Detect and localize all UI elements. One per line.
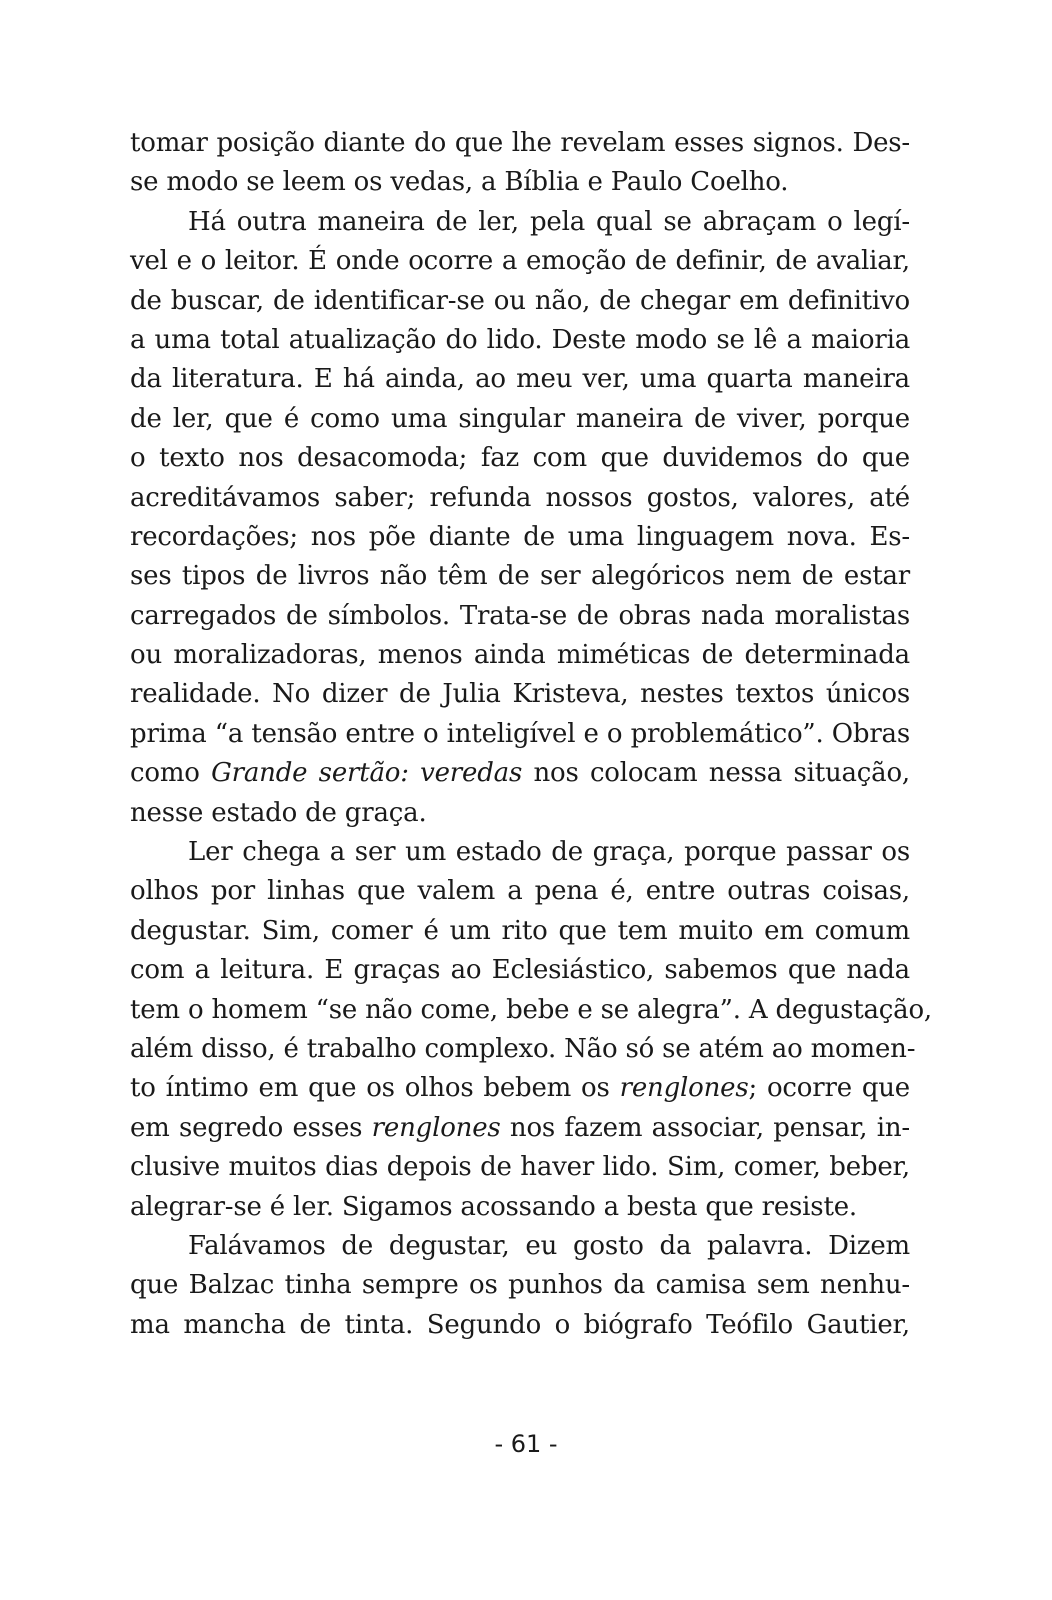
- text-line: [130, 833, 910, 872]
- text-segment: de ler, que é como uma singular maneira de viver, porque: [130, 403, 910, 434]
- text-line: [130, 479, 910, 518]
- text-segment: nos colocam nessa situação,: [522, 758, 910, 789]
- text-segment: se modo se leem os vedas, a Bíblia e Paulo Coelho.: [130, 167, 789, 198]
- text-segment: realidade. No dizer de Julia Kristeva, nestes textos únicos: [130, 679, 910, 710]
- text-line: [130, 203, 910, 242]
- text-line: [130, 1227, 910, 1266]
- text-segment: recordações; nos põe diante de uma linguagem nova. Es-: [130, 521, 910, 552]
- text-line: [130, 794, 910, 833]
- text-line: [130, 439, 910, 478]
- text-segment: ma mancha de tinta. Segundo o biógrafo Teófilo Gautier,: [130, 1309, 910, 1340]
- italic-text: renglones: [371, 1112, 501, 1143]
- text-line: [130, 1109, 910, 1148]
- text-segment: clusive muitos dias depois de haver lido. Sim, comer, beber,: [130, 1152, 910, 1183]
- text-segment: a uma total atualização do lido. Deste modo se lê a maioria: [130, 324, 910, 355]
- text-line: [130, 1030, 916, 1069]
- text-segment: Há outra maneira de ler, pela qual se abraçam o legí-: [188, 206, 910, 237]
- text-line: [130, 754, 910, 793]
- text-segment: carregados de símbolos. Trata-se de obras nada moralistas: [130, 600, 910, 631]
- text-line: [130, 518, 910, 557]
- text-segment: que Balzac tinha sempre os punhos da camisa sem nenhu-: [130, 1270, 910, 1301]
- body-text: [130, 124, 932, 1345]
- text-segment: ; ocorre que: [748, 1073, 910, 1104]
- text-line: [130, 163, 910, 202]
- text-line: [130, 636, 910, 675]
- italic-text: Grande sertão: veredas: [211, 758, 523, 789]
- text-segment: nos fazem associar, pensar, in-: [500, 1112, 910, 1143]
- italic-text: renglones: [619, 1073, 749, 1104]
- text-segment: degustar. Sim, comer é um rito que tem muito em comum: [130, 915, 910, 946]
- text-line: [130, 715, 910, 754]
- text-line: [130, 1069, 910, 1108]
- text-line: [130, 1306, 910, 1345]
- text-segment: ou moralizadoras, menos ainda miméticas de determinada: [130, 640, 910, 671]
- text-line: [130, 557, 910, 596]
- text-segment: Ler chega a ser um estado de graça, porque passar os: [188, 837, 910, 868]
- text-segment: de buscar, de identificar-se ou não, de chegar em definitivo: [130, 285, 910, 316]
- text-segment: tomar posição diante do que lhe revelam esses signos. Des-: [130, 128, 910, 158]
- text-line: [130, 282, 910, 321]
- text-line: [130, 1266, 910, 1305]
- text-segment: além disso, é trabalho complexo. Não só se atém ao momen-: [130, 1033, 916, 1064]
- text-line: [130, 675, 910, 714]
- text-segment: o texto nos desacomoda; faz com que duvidemos do que: [130, 443, 910, 474]
- text-segment: prima “a tensão entre o inteligível e o problemático”. Obras: [130, 718, 910, 749]
- text-segment: acreditávamos saber; refunda nossos gostos, valores, até: [130, 482, 910, 513]
- text-line: [130, 597, 910, 636]
- text-line: [130, 400, 910, 439]
- text-segment: com a leitura. E graças ao Eclesiástico, sabemos que nada: [130, 955, 910, 986]
- text-segment: como: [130, 758, 212, 789]
- text-segment: olhos por linhas que valem a pena é, entre outras coisas,: [130, 876, 910, 907]
- text-line: [130, 242, 910, 281]
- text-line: [130, 124, 910, 163]
- text-line: [130, 991, 932, 1030]
- text-segment: alegrar-se é ler. Sigamos acossando a besta que resiste.: [130, 1191, 857, 1222]
- text-line: [130, 321, 910, 360]
- text-segment: em segredo esses: [130, 1112, 372, 1143]
- text-line: [130, 360, 910, 399]
- text-segment: da literatura. E há ainda, ao meu ver, uma quarta maneira: [130, 364, 910, 395]
- text-segment: Falávamos de degustar, eu gosto da palavra. Dizem: [188, 1230, 910, 1261]
- text-segment: tem o homem “se não come, bebe e se alegra”. A degustação,: [130, 994, 932, 1025]
- text-segment: vel e o leitor. É onde ocorre a emoção de definir, de avaliar,: [130, 246, 910, 277]
- text-line: [130, 951, 910, 990]
- text-line: [130, 912, 910, 951]
- text-line: [130, 1188, 910, 1227]
- text-segment: to íntimo em que os olhos bebem os: [130, 1073, 620, 1104]
- text-line: [130, 1148, 910, 1187]
- text-line: [130, 872, 910, 911]
- text-segment: ses tipos de livros não têm de ser alegóricos nem de estar: [130, 561, 910, 592]
- page-number: - 61 -: [494, 1430, 558, 1458]
- text-segment: nesse estado de graça.: [130, 797, 427, 828]
